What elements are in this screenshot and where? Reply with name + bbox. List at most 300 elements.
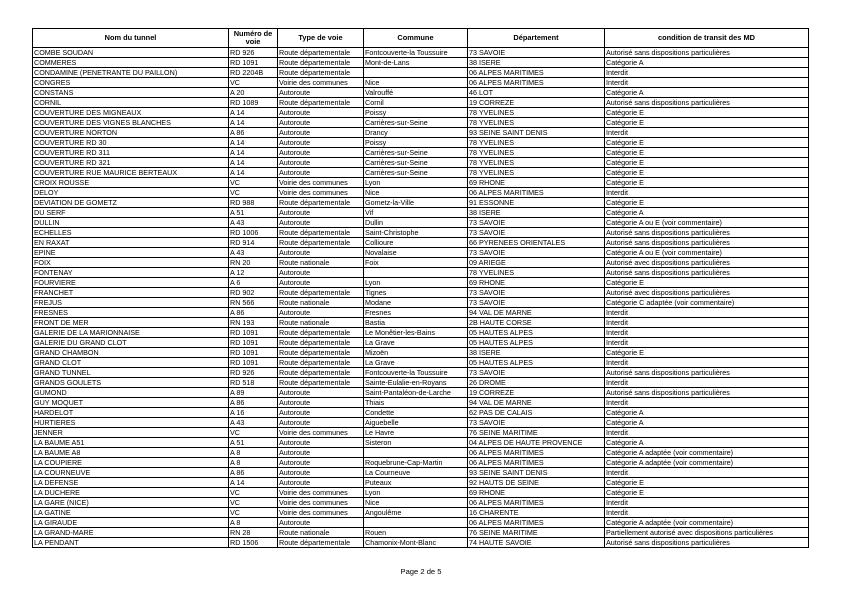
table-row [33,478,809,488]
department-cell: 2B HAUTE CORSE [468,318,605,328]
road-number-cell: RD 902 [229,288,278,298]
road-number-cell: A 8 [229,448,278,458]
table-row [33,48,809,58]
road-number-cell: VC [229,488,278,498]
commune-cell: Bastia [364,318,468,328]
tunnel-name-cell: FRANCHET [33,288,229,298]
table-row [33,228,809,238]
road-type-cell: Voirie des communes [278,498,364,508]
tunnel-name-cell: DULLIN [33,218,229,228]
transit-condition-cell: Autorisé sans dispositions particulières [605,238,809,248]
road-type-cell: Autoroute [278,88,364,98]
road-number-cell: RD 1006 [229,228,278,238]
road-number-cell: A 20 [229,88,278,98]
commune-cell [364,68,468,78]
commune-cell: Dullin [364,218,468,228]
department-cell: 73 SAVOIE [468,228,605,238]
table-row [33,288,809,298]
road-number-cell: A 8 [229,458,278,468]
transit-condition-cell: Autorisé sans dispositions particulières [605,98,809,108]
road-number-cell: VC [229,188,278,198]
road-type-cell: Route nationale [278,258,364,268]
department-cell: 38 ISERE [468,58,605,68]
commune-cell [364,268,468,278]
commune-cell: Le Havre [364,428,468,438]
road-type-cell: Route nationale [278,528,364,538]
department-cell: 38 ISERE [468,348,605,358]
transit-condition-cell: Catégorie E [605,118,809,128]
road-number-cell: A 14 [229,168,278,178]
transit-condition-cell: Catégorie E [605,348,809,358]
commune-cell: Sainte-Eulalie-en-Royans [364,378,468,388]
road-type-cell: Autoroute [278,398,364,408]
transit-condition-cell: Catégorie E [605,108,809,118]
transit-condition-cell: Interdit [605,378,809,388]
tunnel-name-cell: GRAND CHAMBON [33,348,229,358]
road-number-cell: A 86 [229,128,278,138]
department-cell: 06 ALPES MARITIMES [468,78,605,88]
road-type-cell: Route nationale [278,318,364,328]
road-number-cell: RN 566 [229,298,278,308]
commune-cell: Nice [364,188,468,198]
transit-condition-cell: Autorisé sans dispositions particulières [605,388,809,398]
commune-cell: Roquebrune-Cap-Martin [364,458,468,468]
department-cell: 73 SAVOIE [468,368,605,378]
transit-condition-cell: Interdit [605,78,809,88]
commune-cell: Drancy [364,128,468,138]
road-number-cell: A 6 [229,278,278,288]
road-type-cell: Autoroute [278,388,364,398]
table-row [33,108,809,118]
table-row [33,408,809,418]
department-cell: 94 VAL DE MARNE [468,308,605,318]
road-type-cell: Route départementale [278,198,364,208]
tunnel-name-cell: FRESNES [33,308,229,318]
tunnel-name-cell: LA GRAND-MARE [33,528,229,538]
tunnel-name-cell: HURTIERES [33,418,229,428]
table-row [33,258,809,268]
transit-condition-cell: Interdit [605,318,809,328]
road-type-cell: Route départementale [278,538,364,548]
commune-cell: Nice [364,498,468,508]
commune-cell: Le Monêtier-les-Bains [364,328,468,338]
tunnel-name-cell: CONSTANS [33,88,229,98]
tunnel-name-cell: FRONT DE MER [33,318,229,328]
table-row [33,168,809,178]
road-type-cell: Autoroute [278,468,364,478]
tunnel-name-cell: LA GIRAUDE [33,518,229,528]
tunnel-name-cell: CORNIL [33,98,229,108]
commune-cell: Cornil [364,98,468,108]
road-type-cell: Autoroute [278,268,364,278]
header-numero-de-voie: Numéro de voie [229,29,278,48]
commune-cell: Fontcouverte-la Toussuire [364,48,468,58]
road-number-cell: RN 193 [229,318,278,328]
tunnel-name-cell: GUY MOQUET [33,398,229,408]
table-row [33,328,809,338]
department-cell: 73 SAVOIE [468,48,605,58]
road-number-cell: A 14 [229,118,278,128]
tunnel-name-cell: GALERIE DE LA MARIONNAISE [33,328,229,338]
road-number-cell: RD 1091 [229,348,278,358]
tunnel-name-cell: COUVERTURE NORTON [33,128,229,138]
transit-condition-cell: Catégorie E [605,158,809,168]
road-type-cell: Autoroute [278,478,364,488]
transit-condition-cell: Catégorie E [605,138,809,148]
table-row [33,158,809,168]
department-cell: 78 YVELINES [468,268,605,278]
department-cell: 76 SEINE MARITIME [468,428,605,438]
road-type-cell: Route départementale [278,338,364,348]
table-row [33,448,809,458]
road-number-cell: A 43 [229,248,278,258]
table-row [33,498,809,508]
department-cell: 06 ALPES MARITIMES [468,518,605,528]
table-row [33,278,809,288]
department-cell: 06 ALPES MARITIMES [468,188,605,198]
transit-condition-cell: Catégorie A [605,88,809,98]
road-number-cell: RD 926 [229,368,278,378]
transit-condition-cell: Interdit [605,128,809,138]
tunnel-name-cell: LA DEFENSE [33,478,229,488]
tunnel-name-cell: FOURVIERE [33,278,229,288]
transit-condition-cell: Catégorie A [605,438,809,448]
transit-condition-cell: Interdit [605,358,809,368]
road-number-cell: A 8 [229,518,278,528]
transit-condition-cell: Interdit [605,508,809,518]
road-type-cell: Route départementale [278,348,364,358]
commune-cell: Lyon [364,278,468,288]
commune-cell: Saint-Christophe [364,228,468,238]
road-number-cell: A 86 [229,398,278,408]
table-body [33,48,809,548]
table-row [33,358,809,368]
transit-condition-cell: Catégorie E [605,198,809,208]
transit-condition-cell: Interdit [605,188,809,198]
table-row [33,458,809,468]
road-type-cell: Autoroute [278,518,364,528]
table-row [33,78,809,88]
table-row [33,418,809,428]
road-number-cell: RD 1091 [229,358,278,368]
road-type-cell: Autoroute [278,208,364,218]
commune-cell: Fresnes [364,308,468,318]
table-row [33,528,809,538]
department-cell: 78 YVELINES [468,138,605,148]
road-type-cell: Autoroute [278,168,364,178]
table-header-row [33,29,809,48]
tunnel-name-cell: LA GARE (NICE) [33,498,229,508]
commune-cell: Carrières-sur-Seine [364,118,468,128]
tunnel-name-cell: ECHELLES [33,228,229,238]
department-cell: 78 YVELINES [468,118,605,128]
commune-cell: Rouen [364,528,468,538]
road-number-cell: A 43 [229,218,278,228]
table-row [33,98,809,108]
tunnel-name-cell: JENNER [33,428,229,438]
transit-condition-cell: Autorisé avec dispositions particulières [605,288,809,298]
transit-condition-cell: Interdit [605,308,809,318]
road-number-cell: RD 2204B [229,68,278,78]
road-type-cell: Route départementale [278,48,364,58]
road-number-cell: RD 1506 [229,538,278,548]
tunnel-name-cell: COMMERES [33,58,229,68]
tunnel-name-cell: COUVERTURE RD 321 [33,158,229,168]
table-row [33,298,809,308]
tunnel-name-cell: COUVERTURE DES VIGNES BLANCHES [33,118,229,128]
transit-condition-cell: Catégorie E [605,278,809,288]
commune-cell: Mont-de-Lans [364,58,468,68]
tunnel-name-cell: COUVERTURE RD 30 [33,138,229,148]
transit-condition-cell: Catégorie E [605,148,809,158]
transit-condition-cell: Interdit [605,68,809,78]
road-number-cell: VC [229,498,278,508]
table-row [33,88,809,98]
header-type-de-voie: Type de voie [278,29,364,48]
department-cell: 16 CHARENTE [468,508,605,518]
road-type-cell: Autoroute [278,458,364,468]
transit-condition-cell: Catégorie A adaptée (voir commentaire) [605,518,809,528]
department-cell: 73 SAVOIE [468,218,605,228]
department-cell: 69 RHONE [468,178,605,188]
tunnel-name-cell: LA BAUME A51 [33,438,229,448]
table-row [33,538,809,548]
department-cell: 91 ESSONNE [468,198,605,208]
commune-cell: La Grave [364,358,468,368]
transit-condition-cell: Autorisé avec dispositions particulières [605,258,809,268]
table-row [33,398,809,408]
road-type-cell: Autoroute [278,278,364,288]
commune-cell: Lyon [364,178,468,188]
commune-cell [364,448,468,458]
road-type-cell: Route départementale [278,378,364,388]
department-cell: 73 SAVOIE [468,418,605,428]
department-cell: 06 ALPES MARITIMES [468,68,605,78]
department-cell: 93 SEINE SAINT DENIS [468,128,605,138]
road-type-cell: Voirie des communes [278,428,364,438]
transit-condition-cell: Catégorie C adaptée (voir commentaire) [605,298,809,308]
tunnel-name-cell: HARDELOT [33,408,229,418]
road-number-cell: RD 1091 [229,328,278,338]
table-row [33,378,809,388]
table-row [33,518,809,528]
road-type-cell: Route nationale [278,298,364,308]
commune-cell: Aiguebelle [364,418,468,428]
tunnel-name-cell: GUMOND [33,388,229,398]
table-row [33,218,809,228]
road-type-cell: Autoroute [278,438,364,448]
road-type-cell: Autoroute [278,218,364,228]
tunnel-name-cell: CONGRES [33,78,229,88]
department-cell: 19 CORREZE [468,98,605,108]
tunnel-name-cell: LA PENDANT [33,538,229,548]
tunnel-name-cell: FONTENAY [33,268,229,278]
table-row [33,238,809,248]
department-cell: 05 HAUTES ALPES [468,338,605,348]
table-row [33,198,809,208]
commune-cell: Foix [364,258,468,268]
commune-cell: Valrouffé [364,88,468,98]
department-cell: 73 SAVOIE [468,288,605,298]
road-number-cell: RN 28 [229,528,278,538]
commune-cell: Puteaux [364,478,468,488]
table-row [33,178,809,188]
road-number-cell: A 86 [229,468,278,478]
header-nom-du-tunnel: Nom du tunnel [33,29,229,48]
tunnel-name-cell: LA DUCHERE [33,488,229,498]
road-type-cell: Voirie des communes [278,488,364,498]
table-row [33,138,809,148]
tunnel-name-cell: COUVERTURE DES MIGNEAUX [33,108,229,118]
road-number-cell: RD 1089 [229,98,278,108]
tunnel-name-cell: FREJUS [33,298,229,308]
road-number-cell: VC [229,428,278,438]
commune-cell: Modane [364,298,468,308]
commune-cell: Lyon [364,488,468,498]
department-cell: 05 HAUTES ALPES [468,358,605,368]
road-type-cell: Route départementale [278,328,364,338]
transit-condition-cell: Interdit [605,498,809,508]
transit-condition-cell: Catégorie A [605,58,809,68]
tunnel-name-cell: CONDAMINE (PENETRANTE DU PAILLON) [33,68,229,78]
commune-cell: Carrières-sur-Seine [364,148,468,158]
table-row [33,58,809,68]
table-row [33,128,809,138]
commune-cell: Novalaise [364,248,468,258]
department-cell: 26 DROME [468,378,605,388]
road-number-cell: VC [229,78,278,88]
road-type-cell: Autoroute [278,308,364,318]
commune-cell [364,518,468,528]
table-row [33,388,809,398]
road-number-cell: RD 518 [229,378,278,388]
road-type-cell: Autoroute [278,118,364,128]
table-row [33,438,809,448]
department-cell: 04 ALPES DE HAUTE PROVENCE [468,438,605,448]
road-number-cell: RD 1091 [229,58,278,68]
table-row [33,348,809,358]
commune-cell: Condette [364,408,468,418]
road-type-cell: Route départementale [278,98,364,108]
table-row [33,148,809,158]
commune-cell: Fontcouverte-la Toussuire [364,368,468,378]
road-type-cell: Route départementale [278,288,364,298]
road-number-cell: RD 1091 [229,338,278,348]
road-type-cell: Voirie des communes [278,508,364,518]
road-type-cell: Route départementale [278,58,364,68]
table-row [33,118,809,128]
road-type-cell: Route départementale [278,228,364,238]
department-cell: 62 PAS DE CALAIS [468,408,605,418]
table-row [33,248,809,258]
road-number-cell: RN 20 [229,258,278,268]
tunnel-table [32,28,809,548]
road-number-cell: VC [229,508,278,518]
road-type-cell: Autoroute [278,138,364,148]
table-row [33,208,809,218]
road-number-cell: A 12 [229,268,278,278]
road-type-cell: Autoroute [278,128,364,138]
table-row [33,468,809,478]
tunnel-name-cell: LA BAUME A8 [33,448,229,458]
road-number-cell: A 51 [229,438,278,448]
transit-condition-cell: Catégorie A adaptée (voir commentaire) [605,458,809,468]
department-cell: 69 RHONE [468,488,605,498]
commune-cell: Mizoën [364,348,468,358]
tunnel-name-cell: GRANDS GOULETS [33,378,229,388]
commune-cell: Poissy [364,108,468,118]
tunnel-name-cell: FOIX [33,258,229,268]
transit-condition-cell: Interdit [605,468,809,478]
tunnel-name-cell: CROIX ROUSSE [33,178,229,188]
department-cell: 94 VAL DE MARNE [468,398,605,408]
table-row [33,508,809,518]
transit-condition-cell: Catégorie A ou E (voir commentaire) [605,218,809,228]
table-row [33,488,809,498]
commune-cell: Saint-Pantaléon-de-Larche [364,388,468,398]
road-number-cell: RD 914 [229,238,278,248]
tunnel-name-cell: LA COUPIERE [33,458,229,468]
commune-cell: Gometz-la-Ville [364,198,468,208]
transit-condition-cell: Autorisé sans dispositions particulières [605,228,809,238]
table-row [33,68,809,78]
transit-condition-cell: Catégorie E [605,168,809,178]
tunnel-name-cell: DU SERF [33,208,229,218]
road-type-cell: Autoroute [278,408,364,418]
commune-cell: Angoulême [364,508,468,518]
tunnel-name-cell: GRAND TUNNEL [33,368,229,378]
road-type-cell: Route départementale [278,238,364,248]
table-row [33,318,809,328]
department-cell: 19 CORREZE [468,388,605,398]
road-number-cell: A 14 [229,478,278,488]
department-cell: 76 SEINE MARITIME [468,528,605,538]
tunnel-name-cell: GRAND CLOT [33,358,229,368]
tunnel-name-cell: COUVERTURE RUE MAURICE BERTEAUX [33,168,229,178]
tunnel-name-cell: GALERIE DU GRAND CLOT [33,338,229,348]
road-number-cell: VC [229,178,278,188]
tunnel-name-cell: DELOY [33,188,229,198]
commune-cell: Nice [364,78,468,88]
transit-condition-cell: Autorisé sans dispositions particulières [605,48,809,58]
table-row [33,428,809,438]
department-cell: 78 YVELINES [468,148,605,158]
page-number: Page 2 de 5 [400,567,442,576]
road-type-cell: Voirie des communes [278,78,364,88]
department-cell: 06 ALPES MARITIMES [468,448,605,458]
road-number-cell: A 86 [229,308,278,318]
transit-condition-cell: Interdit [605,328,809,338]
department-cell: 78 YVELINES [468,168,605,178]
commune-cell: Carrières-sur-Seine [364,158,468,168]
commune-cell: Vif [364,208,468,218]
road-number-cell: A 14 [229,148,278,158]
department-cell: 06 ALPES MARITIMES [468,458,605,468]
road-type-cell: Autoroute [278,418,364,428]
transit-condition-cell: Catégorie A ou E (voir commentaire) [605,248,809,258]
road-number-cell: A 16 [229,408,278,418]
road-type-cell: Autoroute [278,108,364,118]
road-type-cell: Autoroute [278,148,364,158]
department-cell: 46 LOT [468,88,605,98]
header-condition-transit: condition de transit des MD [605,29,809,48]
road-type-cell: Route départementale [278,68,364,78]
department-cell: 92 HAUTS DE SEINE [468,478,605,488]
commune-cell: La Courneuve [364,468,468,478]
road-type-cell: Autoroute [278,248,364,258]
department-cell: 93 SEINE SAINT DENIS [468,468,605,478]
table-row [33,188,809,198]
